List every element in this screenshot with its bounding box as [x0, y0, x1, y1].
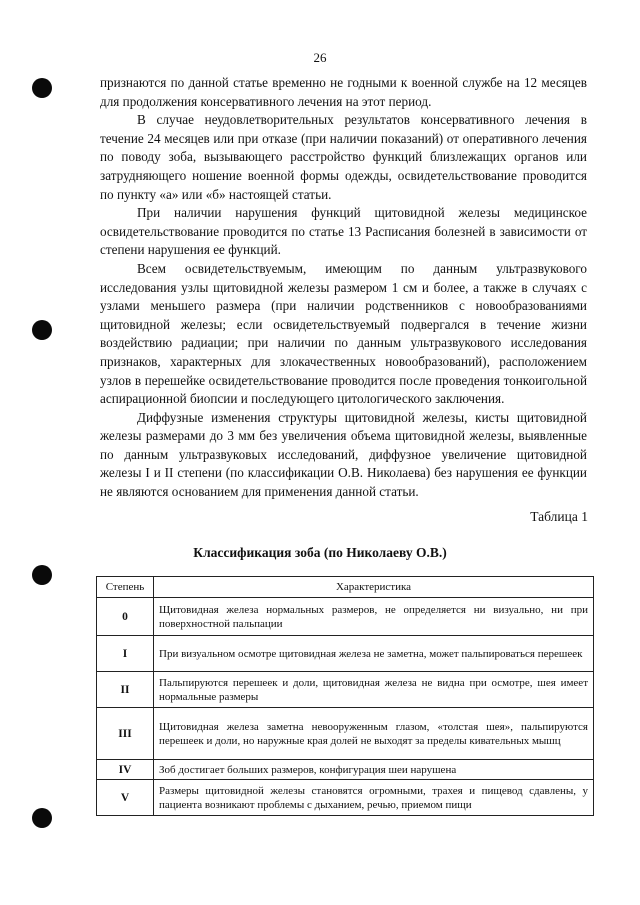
- degree-cell: III: [97, 708, 154, 760]
- paragraph: В случае неудовлетворительных результатов консервативного лечения в течение 24 месяцев или при отказе (при наличии показаний) от оперативного лечения по поводу зоба, вызывающего расстройство функций близлежащих органов или затрудняющего ношение военной формы одежды, освидетельствование проводится по пункту «а» или «б» настоящей статьи.: [100, 112, 587, 202]
- table-header-row: [97, 577, 594, 598]
- degree-cell: IV: [97, 760, 154, 780]
- table-row: [97, 672, 594, 708]
- description-cell: Зоб достигает больших размеров, конфигурация шеи нарушена: [154, 760, 594, 780]
- column-header-degree: Степень: [97, 577, 154, 598]
- table-row: [97, 708, 594, 760]
- paragraph: Диффузные изменения структуры щитовидной железы, кисты щитовидной железы размерами до 3 мм без увеличения объема щитовидной железы, выявленные по данным ультразвуковых исследований, диффузное увеличение щитовидной железы I и II степени (по классификации О.В. Николаева) без нарушения ее функции не являются основанием для применения данной статьи.: [100, 409, 587, 500]
- table-row: [97, 636, 594, 672]
- table-title: Классификация зоба (по Николаеву О.В.): [193, 545, 447, 560]
- paragraph: При наличии нарушения функций щитовидной железы медицинское освидетельствование проводится по статье 13 Расписания болезней в зависимости от степени нарушения ее функций.: [100, 205, 587, 258]
- column-header-characteristic: Характеристика: [154, 577, 594, 598]
- body-text: [100, 74, 587, 502]
- table-row: [97, 598, 594, 636]
- table-row: [97, 760, 594, 780]
- degree-cell: I: [97, 636, 154, 672]
- table-label: Таблица 1: [530, 509, 588, 524]
- punch-hole: [32, 808, 52, 828]
- paragraph: признаются по данной статье временно не годными к военной службе на 12 месяцев для продолжения консервативного лечения на этот период.: [100, 75, 587, 109]
- degree-cell: 0: [97, 598, 154, 636]
- description-cell: Размеры щитовидной железы становятся огромными, трахея и пищевод сдавлены, у пациента возникают проблемы с дыханием, речью, приемом пищи: [154, 780, 594, 816]
- punch-hole: [32, 320, 52, 340]
- punch-hole: [32, 78, 52, 98]
- punch-hole: [32, 565, 52, 585]
- description-cell: Щитовидная железа нормальных размеров, не определяется ни визуально, ни при поверхностной пальпации: [154, 598, 594, 636]
- degree-cell: V: [97, 780, 154, 816]
- goiter-classification-table: [96, 576, 594, 816]
- page-number: 26: [313, 50, 327, 65]
- degree-cell: II: [97, 672, 154, 708]
- paragraph: Всем освидетельствуемым, имеющим по данным ультразвукового исследования узлы щитовидной железы размером 1 см и более, а также в случаях с узлами меньшего размера (при наличии родственников с новообразованиями щитовидной железы; если освидетельствуемый подвергался в течение жизни воздействию радиации; при наличии по данным ультразвукового исследования признаков, характерных для злокачественных новообразований), расположением узлов в перешейке освидетельствование проводится после проведения тонкоигольной аспирационной биопсии и последующего цитологического заключения.: [100, 260, 587, 407]
- table-row: [97, 780, 594, 816]
- description-cell: Щитовидная железа заметна невооруженным глазом, «толстая шея», пальпируются перешеек и доли, но наружные края долей не выходят за пределы кивательных мышц: [154, 708, 594, 760]
- description-cell: При визуальном осмотре щитовидная железа не заметна, может пальпироваться перешеек: [154, 636, 594, 672]
- description-cell: Пальпируются перешеек и доли, щитовидная железа не видна при осмотре, шея имеет нормальные размеры: [154, 672, 594, 708]
